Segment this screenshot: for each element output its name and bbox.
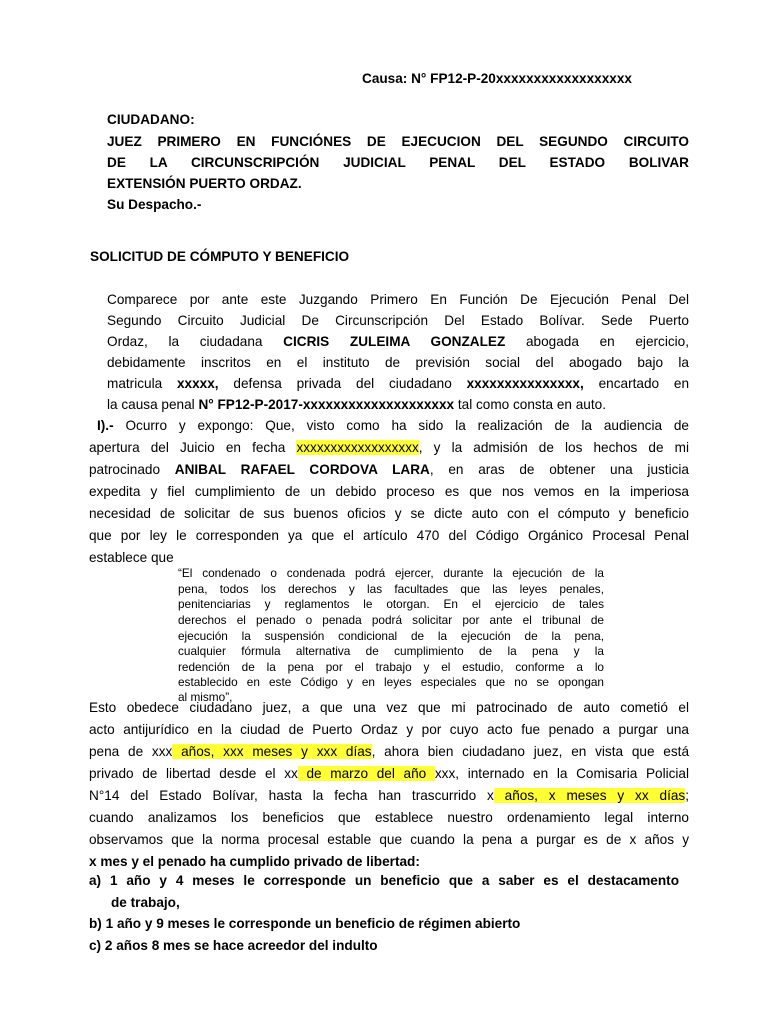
paragraph-line: cuando analizamos los beneficios que establece nuestro ordenamiento legal interno	[89, 810, 689, 825]
paragraph-line: Segundo Circuito Judicial De Circunscripción Del Estado Bolívar. Sede Puerto	[107, 313, 689, 328]
defendant-placeholder: xxxxxxxxxxxxxxx,	[466, 376, 584, 391]
quote-line: al mismo”,	[178, 690, 233, 704]
paragraph-line: apertura del Juicio en fecha xxxxxxxxxxxxxxxxxx, y la admisión de los hechos de mi	[89, 440, 689, 455]
lawyer-name: CICRIS ZULEIMA GONZALEZ	[283, 334, 506, 349]
quote-line: establecido en este Código y en leyes especiales que no se opongan	[178, 675, 604, 689]
paragraph-line: acto antijurídico en la ciudad de Puerto Ordaz y por cuyo acto fue penado a purgar una	[89, 722, 689, 737]
paragraph-line: N°14 del Estado Bolívar, hasta la fecha han trascurrido x años, x meses y xx días;	[89, 788, 689, 803]
registration-number: xxxxx,	[177, 376, 219, 391]
paragraph-line: pena de xxx años, xxx meses y xxx días, ahora bien ciudadano juez, en vista que está	[89, 744, 689, 759]
quote-line: cualquier fórmula alternativa de cumplimiento de la pena y la	[178, 644, 604, 658]
list-item: c) 2 años 8 mes se hace acreedor del indulto	[89, 938, 378, 953]
quote-line: pena, todos los derechos y las facultades que las leyes penales,	[178, 582, 604, 596]
paragraph-line: observamos que la norma procesal estable que cuando la pena a purgar es de x años y	[89, 832, 689, 847]
addressee-label: CIUDADANO:	[107, 112, 195, 127]
paragraph-line: I).- Ocurro y expongo: Que, visto como ha sido la realización de la audiencia de	[97, 418, 689, 433]
paragraph-line: Comparece por ante este Juzgando Primero En Función De Ejecución Penal Del	[107, 292, 689, 307]
quote-line: “El condenado o condenada podrá ejercer, durante la ejecución de la	[178, 566, 604, 580]
paragraph-line: necesidad de solicitar de sus buenos oficios y se dicte auto con el cómputo y beneficio	[89, 506, 689, 521]
quote-line: redención de la pena por el trabajo y el estudio, conforme a lo	[178, 660, 604, 674]
addressee-line: EXTENSIÓN PUERTO ORDAZ.	[107, 176, 302, 191]
addressee-line: DE LA CIRCUNSCRIPCIÓN JUDICIAL PENAL DEL ESTADO BOLIVAR	[107, 155, 689, 170]
list-item: b) 1 año y 9 meses le corresponde un beneficio de régimen abierto	[89, 916, 521, 931]
document-heading: SOLICITUD DE CÓMPUTO Y BENEFICIO	[90, 249, 350, 264]
addressee-line: JUEZ PRIMERO EN FUNCIÓNES DE EJECUCION DEL SEGUNDO CIRCUITO	[107, 134, 689, 149]
list-item: a) 1 año y 4 meses le corresponde un beneficio que a saber es el destacamento	[89, 873, 679, 888]
paragraph-line: expedita y fiel cumplimiento de un debido proceso es que nos vemos en la imperiosa	[89, 484, 689, 499]
quote-line: derechos el penado o penada podrá solicitar por ante el tribunal de	[178, 613, 604, 627]
salutation: Su Despacho.-	[107, 197, 202, 212]
paragraph-line: patrocinado ANIBAL RAFAEL CORDOVA LARA, en aras de obtener una justicia	[89, 462, 689, 477]
section-number: I).-	[97, 418, 114, 433]
highlighted-time-served: años, x meses y xx días	[493, 788, 686, 803]
paragraph-line: debidamente inscritos en el instituto de previsión social del abogado bajo la	[107, 355, 689, 370]
case-reference: N° FP12-P-2017-xxxxxxxxxxxxxxxxxxxx	[198, 397, 455, 412]
defendant-name: ANIBAL RAFAEL CORDOVA LARA	[174, 462, 430, 477]
case-number: Causa: N° FP12-P-20xxxxxxxxxxxxxxxxxx	[362, 71, 632, 86]
paragraph-line: la causa penal N° FP12-P-2017-xxxxxxxxxxxxxxxxxxxx tal como consta en auto.	[107, 397, 606, 412]
paragraph-line: Esto obedece ciudadano juez, a que una vez que mi patrocinado de auto cometió el	[89, 700, 689, 715]
paragraph-line: que por ley le corresponden ya que el artículo 470 del Código Orgánico Procesal Penal	[89, 528, 689, 543]
paragraph-line: establece que	[89, 550, 174, 565]
paragraph-line: x mes y el penado ha cumplido privado de libertad:	[89, 854, 420, 869]
quote-line: ejecución la suspensión condicional de la ejecución de la pena,	[178, 629, 604, 643]
quote-line: penitenciarias y reglamentos le otorgan. En el ejercicio de tales	[178, 597, 604, 611]
paragraph-line: Ordaz, la ciudadana CICRIS ZULEIMA GONZALEZ abogada en ejercicio,	[107, 334, 690, 349]
paragraph-line: matricula xxxxx, defensa privada del ciudadano xxxxxxxxxxxxxxx, encartado en	[107, 376, 690, 391]
highlighted-date: de marzo del año	[297, 766, 435, 781]
paragraph-line: privado de libertad desde el xx de marzo del año xxx, internado en la Comisaria Policial	[89, 766, 690, 781]
highlighted-date: xxxxxxxxxxxxxxxxxx	[296, 440, 419, 455]
highlighted-sentence: años, xxx meses y xxx días	[172, 744, 372, 759]
list-item-continuation: de trabajo,	[111, 895, 180, 910]
